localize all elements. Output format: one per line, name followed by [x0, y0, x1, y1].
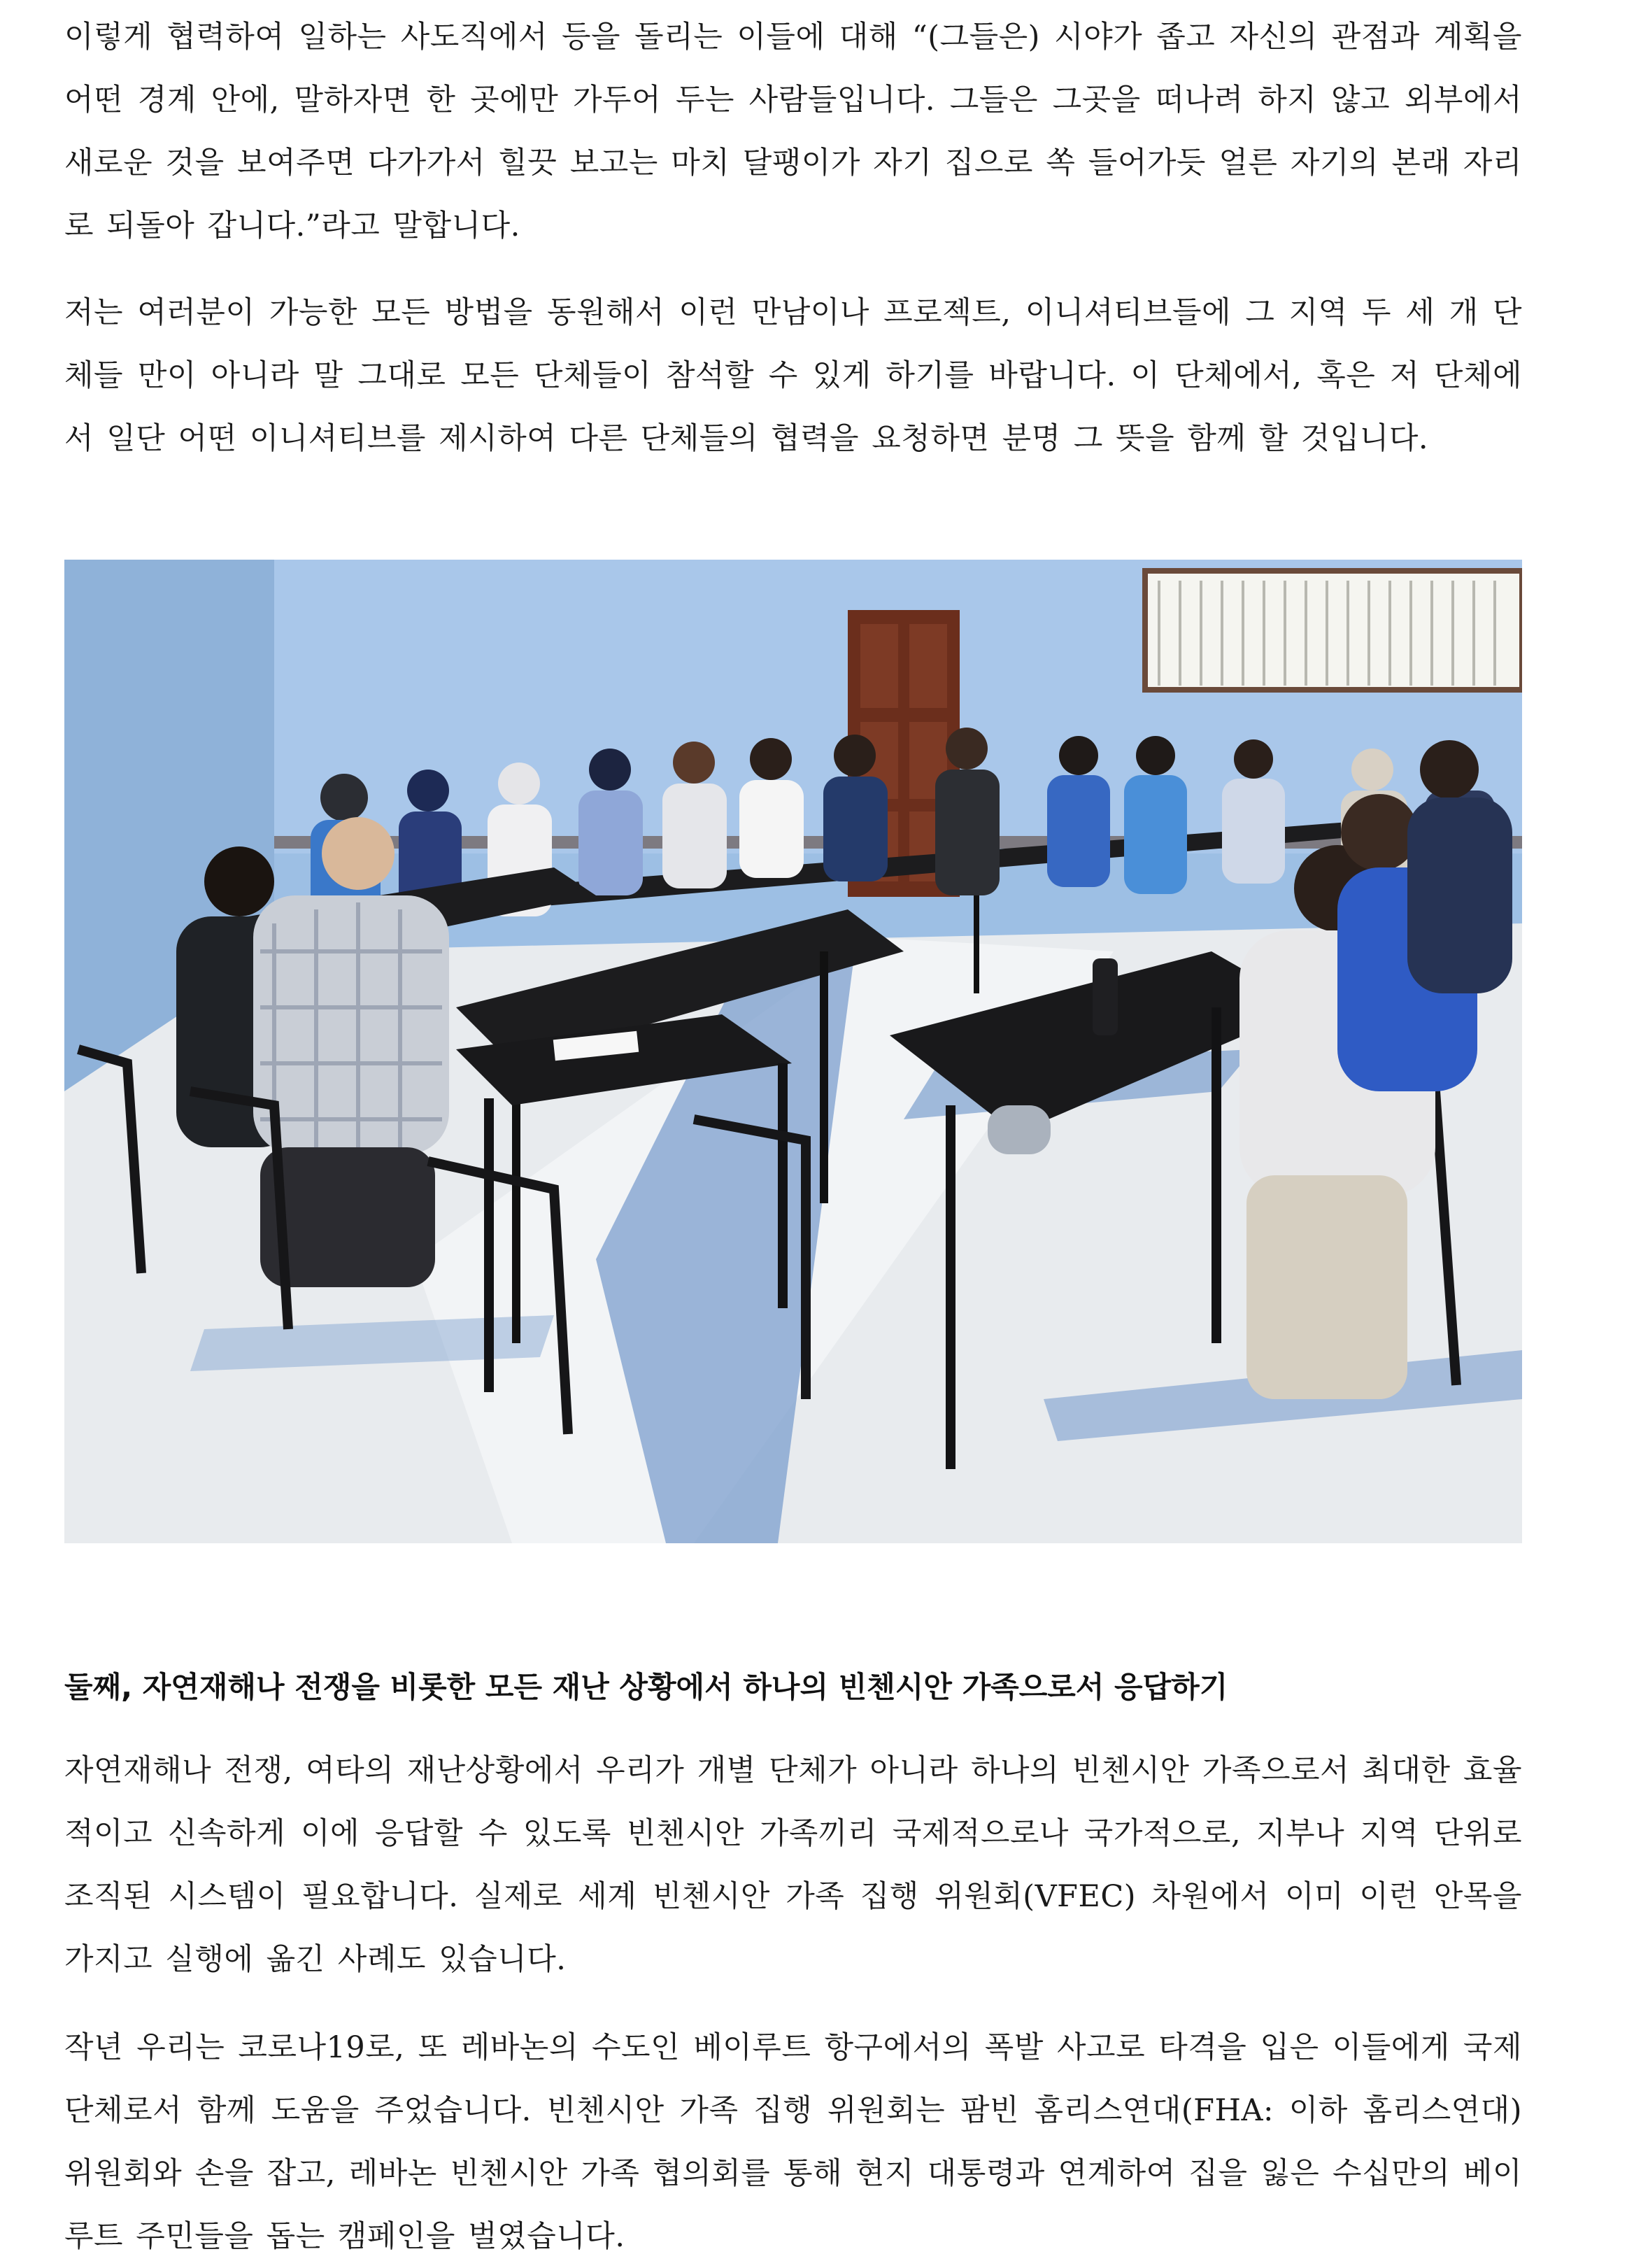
- window-blinds: [1145, 571, 1522, 690]
- paragraph-beirut-campaign: 작년 우리는 코로나19로, 또 레바논의 수도인 베이루트 항구에서의 폭발 사고로 타격을 입은 이들에게 국제 단체로서 함께 도움을 주었습니다. 빈첸시안 가족 집행 위원회는 팜빈 홈리스연대(FHA: 이하 홈리스연대) 위원회와 손을 잡고, 레바논 빈첸시안 가족 협의회를 통해 현지 대통령과 연계하여 집을 잃은 수십만의 베이루트 주민들을 돕는 캠페인을 벌였습니다.: [64, 2030, 1522, 2254]
- paragraph-intro-quote: 이렇게 협력하여 일하는 사도직에서 등을 돌리는 이들에 대해 “(그들은) 시야가 좁고 자신의 관점과 계획을 어떤 경계 안에, 말하자면 한 곳에만 가두어 두는 사람들입니다. 그들은 그곳을 떠나려 하지 않고 외부에서 새로운 것을 보여주면 다가가서 힐끗 보고는 마치 달팽이가 자기 집으로 쏙 들어가듯 얼른 자기의 본래 자리로 되돌아 갑니다.”라고 말합니다.: [64, 20, 1522, 243]
- meeting-photo-illustration: [64, 560, 1522, 1543]
- paragraph-participation: 저는 여러분이 가능한 모든 방법을 동원해서 이런 만남이나 프로젝트, 이니셔티브들에 그 지역 두 세 개 단체들 만이 아니라 말 그대로 모든 단체들이 참석할 수 있게 하기를 바랍니다. 이 단체에서, 혹은 저 단체에서 일단 어떤 이니셔티브를 제시하여 다른 단체들의 협력을 요청하면 분명 그 뜻을 함께 할 것입니다.: [64, 295, 1522, 456]
- meeting-photo: [64, 560, 1522, 1543]
- section-heading: 둘째, 자연재해나 전쟁을 비롯한 모든 재난 상황에서 하나의 빈첸시안 가족으로서 응답하기: [64, 1670, 1228, 1704]
- paragraph-disaster-response: 자연재해나 전쟁, 여타의 재난상황에서 우리가 개별 단체가 아니라 하나의 빈첸시안 가족으로서 최대한 효율적이고 신속하게 이에 응답할 수 있도록 빈첸시안 가족끼리 국제적으로나 국가적으로, 지부나 지역 단위로 조직된 시스템이 필요합니다. 실제로 세계 빈첸시안 가족 집행 위원회(VFEC) 차원에서 이미 이런 안목을 가지고 실행에 옮긴 사례도 있습니다.: [64, 1753, 1522, 1977]
